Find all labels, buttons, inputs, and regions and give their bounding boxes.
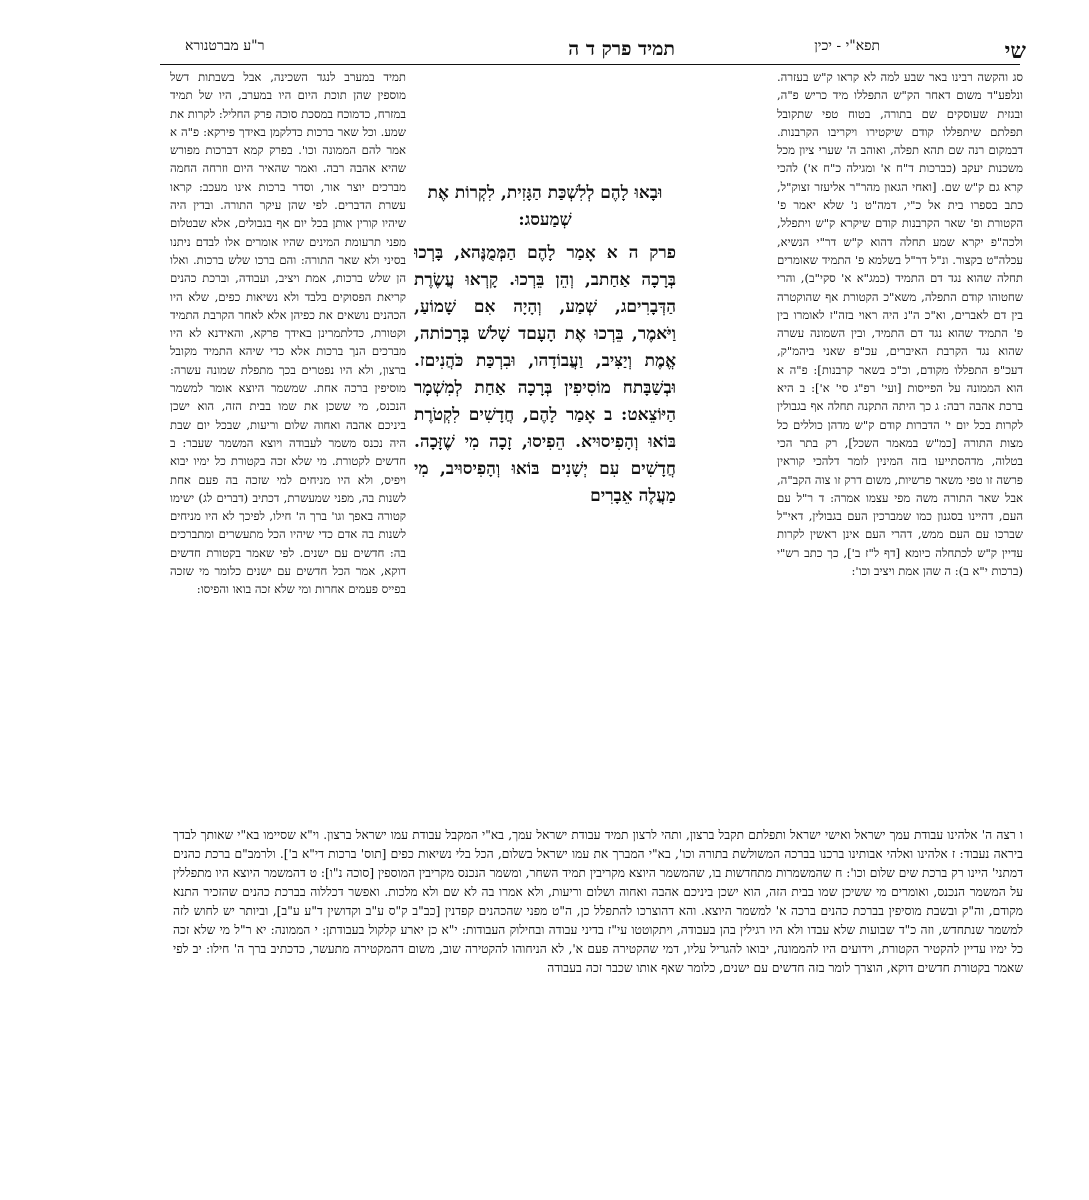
lower-commentary-text: ו רצה ה' אלהינו עבודת עמך ישראל ואישי ישראל ותפלתם תקבל ברצון, ותהי לרצון תמיד עבודת ישראל עמך, בא"י המקבל עבודת עמו ישראל ברצון. וי"א שסיימו בא"י שאותך לבדך ביראה נעבוד: ז אלהינו ואלהי אבותינו ברכנו בברכה המשולשת בתורה וכו', בא"י המברך את עמו ישראל בשלום, הכל בלי נשיאות כפים [תוס' ברכות די"א ב']. ולרמב"ם ברכת כהנים דמתני' היינו רק ברכת שים שלום וכו': ח שהמשמרות מתחדשות בו, שהמשמר היוצא מקריבין תמיד השחר, ומשמר הנכנס מקריבין המוספין [סוכה נ"ו]: ט דהמשמר היוצא היו מתפללין על המשמר הנכנס, ואומרים מי ששיכן שמו בבית הזה, הוא ישכן ביניכם אהבה ואחוה ושלום וריעות, ולא אמרו בה לא שם ולא מלכות. ואפשר דכללוה בברכת כהנים שהזכיר התנא מקודם, וה"ק ובשבת מוסיפין בברכת כהנים ברכה א' למשמר היוצא. והא דהוצרכו להתפלל כן, ה"ט מפני שהכהנים קפדנין [כב"ב ק"ס ע"ב וקדושין ד"ע ע"ב], וביותר יש לחוש לזה למשמר שנתחדש, וזה כ"ד שבועות שלא עבדו ולא היו רגילין בהן בעבודה, ויתקוטטו עי"ז בדיני עבודה ובחילוק העבודות: י"א כן יארע קלקול בעבודתן: י הממונה: יא ר"ל מי שלא זכה כל ימיו עדיין להקטיר הקטורת, וידועים היו להממונה, יבואו להגריל עליו, דמי שהקטירה פעם א', לא הניחוהו להקטירה שוב, משום דהמקטירה מתעשר, כדכתיב ברך ה' חילו: יב לפי שאמר בקטורת חדשים דוקא, הוצרך לומר בזה חדשים עם ישנים, כלומר שאף אותו שכבר זכה בעבודה [173,828,1023,975]
bartenura-text: תמיד במערב לנגד השכינה, אבל בשבתות דשל מוספין שהן תוכת היום היו במערב, היו של תמיד במזרח, כדמוכח במסכת סוכה פרק החליל: לקרות את שמע. וכל שאר ברכות כדלקמן באידך פירקא: פ"ה א אמר להם הממונה וכו'. בפרק קמא דברכות מפורש שהיא אהבה רבה. ואמר שהאיר היום וזרחה החמה מברכים יוצר אור, וסדר ברכות אינו מעכב: קראו עשרת הדברים. לפי שהן עיקר התורה. ובדין היה שיהיו קורין אותן בכל יום אף בגבולים, אלא שבטלום מפני תרעומת המינים שהיו אומרים אלו לבדם ניתנו בסיני ולא שאר התורה: והם ברכו שלש ברכות. ואלו הן שלש ברכות, אמת ויציב, ועבודה, וברכת כהנים קריאת הפסוקים בלבד ולא נשיאות כפים, שלא היו הכהנים נושאים את כפיהן אלא לאחר הקרבת התמיד וקטורת, כדלתמרינן באידך פרקא, והאידנא לא היו מברכים הנך ברכות אלא כדי שיהא התמיד מקובל ברצון, ולא היו נפטרים בכך מתפלת שמונה עשרה: מוסיפין ברכה אחת. שמשמר היוצא אומר למשמר הנכנס, מי ששכן את שמו בבית הזה, הוא ישכן ביניכם אהבה ואחוה שלום וריעות, שבכל יום שבת היה נכנס משמר לעבודה ויוצא המשמר שעבר: ב חדשים לקטורת. מי שלא זכה בקטורת כל ימיו יבוא ויפיס, ולא היו מניחים למי שזכה בה פעם אחת לשנות בה, מפני שמעשרת, דכתיב (דברים לג) ישימו קטורה באפך וגו' ברך ה' חילו, לפיכך לא היו מניחים לשנות בה אדם כדי שיהיו הכל מתעשרים ומתברכים בה: חדשים עם ישנים. לפי שאמר בקטורת חדשים דוקא, אמר הכל חדשים עם ישנים כלומר מי שזכה בפייס פעמים אחרות ומי שלא זכה בואו והפיסו: [170,70,406,597]
mishnah-block [414,180,676,586]
lower-commentary [173,826,1023,1126]
page-number: שי [1004,38,1026,64]
tiferes-commentary [777,68,1023,624]
bartenura-commentary [170,68,406,828]
mishnah-text: פרק ה א אָמַר לָהֶם הַמְּמֻנֶּהא, בָּרְכוּ בְּרָכָה אַחַתב, וְהֵן בֵּרְכוּ. קָרְאוּ עֲשֶׂרֶת הַדְּבָרִיםג, שְׁמַע, וְהָיָה אִם שָׁמוֹעַ, וַיֹּאמֶר, בֵּרְכוּ אֶת הָעָםד שָׁלֹשׁ בְּרָכוֹתה, אֱמֶת וְיַצִּיב, וַעֲבוֹדָהו, וּבִרְכַּת כֹּהֲנִיםז. וּבְשַׁבָּתח מוֹסִיפִין בְּרָכָה אַחַת לְמִשְׁמָר הַיּוֹצֵאט: ב אָמַר לָהֶם, חֲדָשִׁים לִקְטֹרֶת בּוֹאוּ וְהָפִיסוּיא. הֵפִיסוּ, זָכָה מִי שֶׁזָּכָה. חֲדָשִׁים עִם יְשָׁנִים בּוֹאוּ וְהָפִיסוּיב, מִי מַעֲלֶה אֵבָרִים [414,243,676,506]
page-title: תמיד פרק ד ה [568,38,675,60]
tiferes-text: סג והקשה רבינו באר שבע למה לא קראו ק"ש בעזרה. ונלפע"ד משום דאחר הק"ש התפללו מיד כריש פ"ה, ובגזית שעוסקים שם בתורה, בטוח טפי שתקובל תפלתם שיתפללו קודם שיקטירו ויקריבו הקרבנות. דבמקום רנה שם תהא תפלה, ואוהב ה' שערי ציון מכל משכנות יעקב (כברכות ד"ח א' ומגילה כ"ח א') להכי קרא גם ק"ש שם. [ואחי הגאון מהר"ר אליעזר זצוק"ל, כתב בספרו בית אל כ"י, דמה"ט נ' שלא יאמר פ' הקטורת ופ' שאר הקרבנות קודם שיקרא ק"ש ויתפלל, ולכה"פ יקרא שמע תחלה דהוא ק"ש דר"י הנשיא, עכלה"ט בקצור. ונ"ל דר"ל בשלמא פ' התמיד שאומרים תחלה שהוא נגד דם התמיד (כמג"א א' סקי"ב), והרי שחטוהו קודם התפלה, משא"כ הקטורת אף שהוקטרה בין דם לאברים, וא"כ ה"נ היה ראוי בזה"ז לאומרו בין פ' התמיד שהוא נגד דם התמיד, ובין השמונה עשרה שהוא נגד הקרבת האיברים, עכ"פ שאני ביהמ"ק, דעכ"פ התפללו מקודם, וכ"כ בשאר קרבנות]: פ"ה א הוא הממונה על הפייסות [ועי' רפ"ג סי' א']: ב היא ברכת אהבה רבה: ג כך היתה התקנה תחלה אף בגבולין לקרות בכל יום י' הדברות קודם ק"ש מדהן כוללים כל מצות התורה [כמ"ש במאמר השכל], רק בתר הכי בטלוה, מדהסתייעו בזה המינין לומר דלהכי קוראין פרשה זו טפי משאר פרשיות, משום דרק זו צוה הקב"ה, אבל שאר התורה משה מפי עצמו אמרה: ד ר"ל עם העם, דהיינו בסגנון כמו שמברכין העם בגבולין, דאי"ל שברכו עם העם ממש, דהרי העם אינן ראשין לקרות עדיין ק"ש לכתחלה כיומא [דף ל"ז ב'], כך כתב רש"י (ברכות י"א ב): ה שהן אמת ויציב וכו': [777,70,1023,579]
tiferes-label: תפא"י - יכין [814,38,880,54]
header-rule [160,64,1020,65]
mishnah-intro: וּבָאוּ לָהֶם לְלִשְׁכַּת הַגָּזִית, לִקְרוֹת אֶת שְׁמַעסג: [427,183,663,230]
bartenura-label: ר"ע מברטנורא [185,38,265,54]
page-header [160,38,1026,64]
